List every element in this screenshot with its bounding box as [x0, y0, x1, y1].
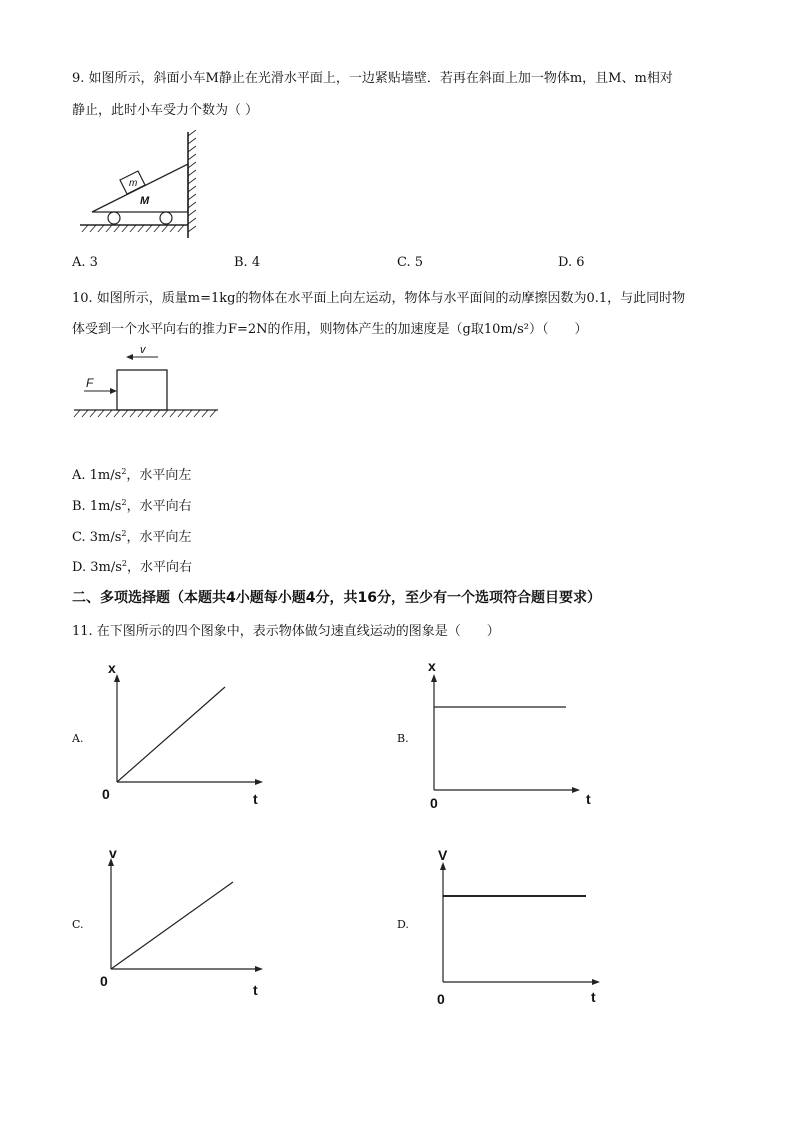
q11-graph-b-origin: 0: [430, 795, 438, 811]
q11-graph-d-y-label: V: [438, 847, 448, 863]
section-2-heading: 二、多项选择题（本题共4小题每小题4分，共16分，至少有一个选项符合题目要求）: [72, 590, 601, 606]
q10-text-line2: 体受到一个水平向右的推力F=2N的作用，则物体产生的加速度是（g取10m/s²）（ ）: [72, 322, 588, 337]
q10-option-c[interactable]: C. $3m/s^2$，水平向左: [72, 529, 192, 545]
q11-option-b-label[interactable]: B.: [397, 732, 409, 745]
q9-option-b[interactable]: B. 4: [234, 255, 261, 270]
q11-graph-b-x-label: t: [586, 791, 591, 807]
q11-graph-a-x-label: t: [253, 791, 258, 807]
q10-force-label: F: [86, 376, 94, 390]
q11-graph-c-y-label: v: [109, 845, 117, 861]
q9-incline-figure: [74, 130, 204, 242]
q9-option-a[interactable]: A. 3: [72, 255, 98, 270]
q9-block-m-label: m: [129, 178, 138, 189]
q11-graph-c-x-label: t: [253, 982, 258, 998]
q11-graph-a-y-label: x: [108, 660, 116, 676]
q9-text-line2: 静止，此时小车受力个数为（ ）: [72, 103, 259, 118]
q10-option-a[interactable]: A. $1m/s^2$，水平向左: [72, 467, 192, 483]
q11-graph-d: [420, 842, 610, 1010]
q11-graph-a: [95, 658, 275, 813]
q10-option-d[interactable]: D. $3m/s^2$，水平向右: [72, 559, 192, 575]
q10-text-line1: 10. 如图所示，质量m=1kg的物体在水平面上向左运动，物体与水平面间的动摩擦因数为0.1，与此同时物: [72, 291, 686, 306]
q11-option-c-label[interactable]: C.: [72, 918, 84, 931]
q11-graph-a-origin: 0: [102, 786, 110, 802]
q11-graph-b-y-label: x: [428, 658, 436, 674]
q11-graph-c-origin: 0: [100, 973, 108, 989]
q10-block-figure: [72, 342, 222, 420]
q9-cart-M-label: M: [140, 195, 150, 207]
q11-option-a-label[interactable]: A.: [72, 732, 84, 745]
q11-option-d-label[interactable]: D.: [397, 918, 409, 931]
q11-graph-c: [95, 844, 275, 1000]
q11-graph-b: [420, 656, 600, 816]
q10-velocity-label: v: [140, 344, 146, 356]
q11-graph-d-origin: 0: [437, 991, 445, 1007]
q9-text-line1: 9. 如图所示，斜面小车M静止在光滑水平面上，一边紧贴墙壁．若再在斜面上加一物体m，且M、m相对: [72, 71, 673, 86]
q11-text-line1: 11. 在下图所示的四个图象中，表示物体做匀速直线运动的图象是（ ）: [72, 624, 500, 639]
q10-option-b[interactable]: B. $1m/s^2$，水平向右: [72, 498, 192, 514]
q9-option-d[interactable]: D. 6: [558, 255, 585, 270]
q9-option-c[interactable]: C. 5: [397, 255, 424, 270]
q11-graph-d-x-label: t: [591, 989, 596, 1005]
